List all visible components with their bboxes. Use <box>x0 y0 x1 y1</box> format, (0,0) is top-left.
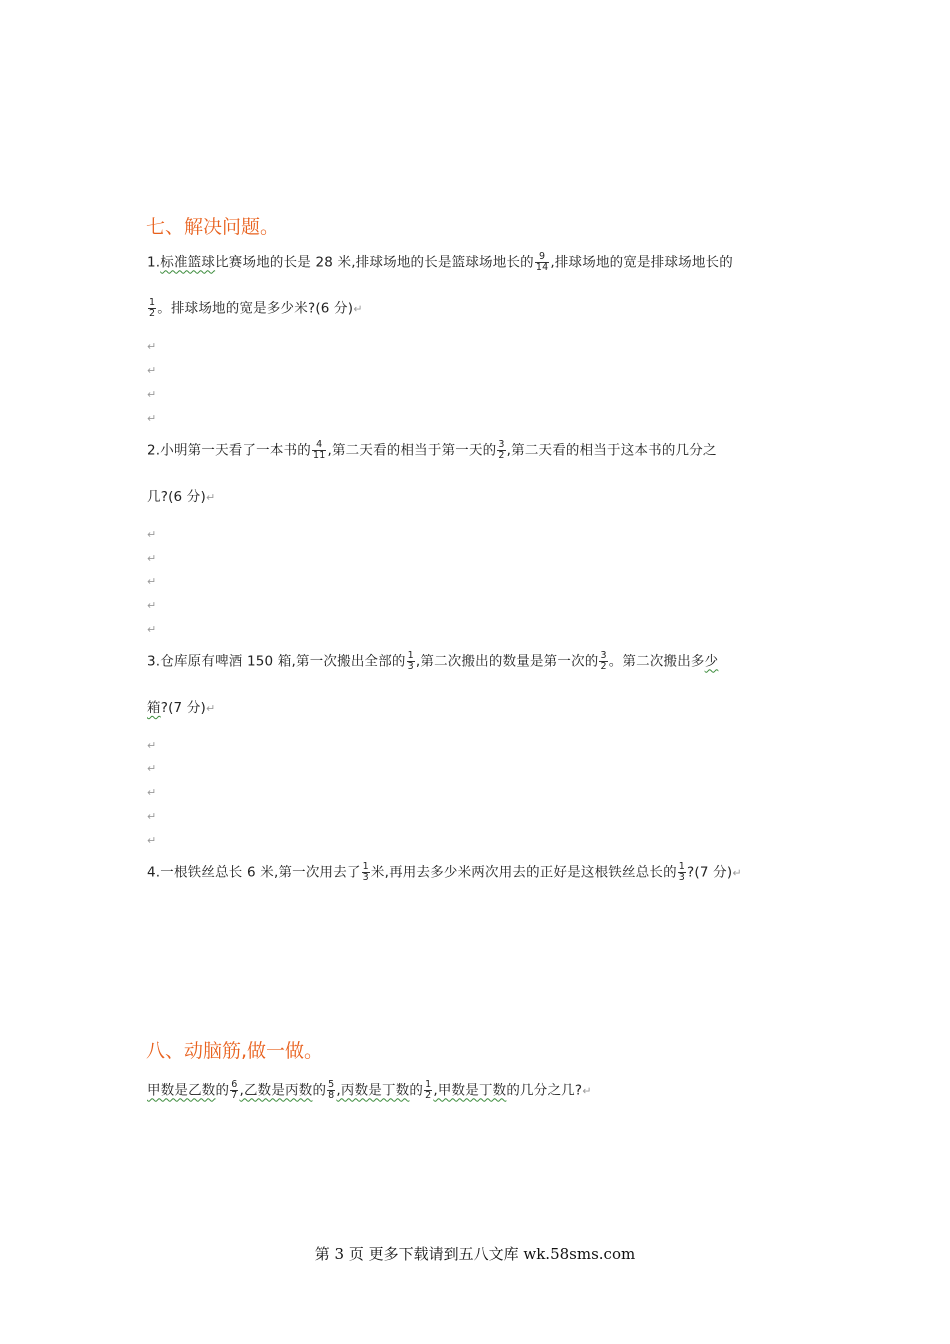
paragraph-mark: ↵ <box>147 552 157 565</box>
question-2-line-1: 2.小明第一天看了一本书的 $\frac{4}{11}$ ,第二天看的相当于第一天的 $\frac{3}{2}$ ,第二天看的相当于这本书的几分之 <box>147 439 717 461</box>
question-1-line-1: 1.标准篮球比赛场地的长是 28 米,排球场地的长是篮球场地长的 $\frac{9}{14}$ ,排球场地的宽是排球场地长的 <box>147 251 733 273</box>
paragraph-mark: ↵ <box>147 810 157 823</box>
paragraph-mark: ↵ <box>147 834 157 847</box>
section-7-title: 七、解决问题。 <box>146 216 280 238</box>
fraction: $\frac{1}{3}$ <box>678 861 686 883</box>
paragraph-mark: ↵ <box>147 412 157 425</box>
paragraph-mark: ↵ <box>147 623 157 636</box>
spellcheck-underline: ,丙数是丁数 <box>336 1082 410 1099</box>
fraction: $\frac{9}{14}$ <box>535 251 549 273</box>
paragraph-mark: ↵ <box>147 739 157 752</box>
section-8-title: 八、动脑筋,做一做。 <box>146 1040 324 1062</box>
spellcheck-underline: 标准篮球 <box>160 254 216 271</box>
fraction: $\frac{1}{3}$ <box>362 861 369 883</box>
paragraph-mark: ↵ <box>205 491 216 504</box>
paragraph-mark: ↵ <box>147 388 157 401</box>
fraction: $\frac{3}{2}$ <box>498 439 505 461</box>
question-2-line-2: 几?(6 分)↵ <box>147 489 216 505</box>
question-3-line-1: 3.仓库原有啤酒 150 箱,第一次搬出全部的 $\frac{1}{3}$ ,第二次搬出的数量是第一次的 $\frac{3}{2}$ 。第二次搬出多少 <box>147 650 719 672</box>
paragraph-mark: ↵ <box>147 599 157 612</box>
spellcheck-underline: ,乙数是丙数 <box>239 1082 313 1099</box>
paragraph-mark: ↵ <box>147 762 157 775</box>
paragraph-mark: ↵ <box>147 786 157 799</box>
fraction: $\frac{1}{3}$ <box>407 650 414 672</box>
section-8-question: 甲数是乙数的 $\frac{6}{7}$ ,乙数是丙数的 $\frac{5}{8}$ ,丙数是丁数的 $\frac{1}{2}$ ,甲数是丁数的几分之几?↵ <box>147 1079 592 1101</box>
paragraph-mark: ↵ <box>147 528 157 541</box>
page-footer: 第 3 页 更多下载请到五八文库 wk.58sms.com <box>314 1245 636 1263</box>
paragraph-mark: ↵ <box>147 340 157 353</box>
paragraph-mark: ↵ <box>147 575 157 588</box>
paragraph-mark: ↵ <box>353 302 363 316</box>
paragraph-mark: ↵ <box>582 1084 592 1098</box>
paragraph-mark: ↵ <box>205 702 216 715</box>
question-1-line-2: $\frac{1}{2}$ 。排球场地的宽是多少米?(6 分)↵ <box>149 297 363 319</box>
spellcheck-underline: 少 <box>704 653 719 670</box>
spellcheck-underline: 甲数是乙数 <box>147 1082 216 1099</box>
fraction: $\frac{5}{8}$ <box>328 1079 335 1101</box>
paragraph-mark: ↵ <box>147 364 157 377</box>
spellcheck-underline: ,甲数是丁数 <box>433 1082 507 1099</box>
fraction: $\frac{3}{2}$ <box>600 650 607 672</box>
paragraph-mark: ↵ <box>732 866 742 880</box>
spellcheck-underline: 箱 <box>147 700 161 716</box>
fraction: $\frac{1}{2}$ <box>425 1079 432 1101</box>
fraction: $\frac{1}{2}$ <box>149 297 156 319</box>
question-4: 4.一根铁丝总长 6 米,第一次用去了 $\frac{1}{3}$ 米,再用去多少米两次用去的正好是这根铁丝总长的 $\frac{1}{3}$ ?(7 分)↵ <box>147 861 742 883</box>
fraction: $\frac{6}{7}$ <box>231 1079 238 1101</box>
fraction: $\frac{4}{11}$ <box>312 439 326 461</box>
question-3-line-2: 箱?(7 分)↵ <box>147 700 216 716</box>
